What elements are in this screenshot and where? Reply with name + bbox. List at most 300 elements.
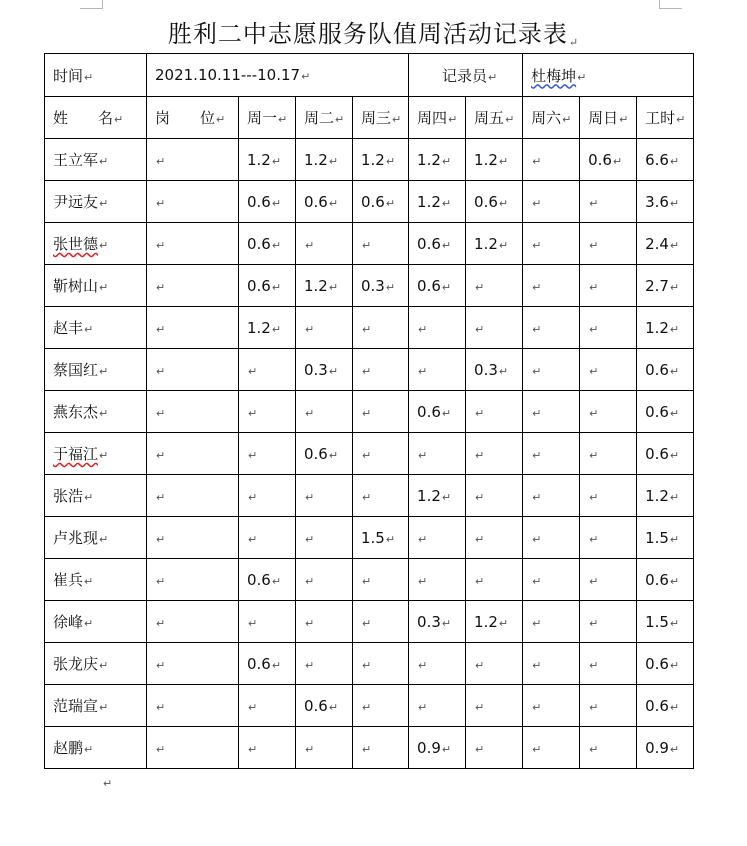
cell-thu[interactable] <box>409 685 466 727</box>
cell-sat[interactable] <box>523 685 580 727</box>
cell-post[interactable] <box>147 433 239 475</box>
cell-sun[interactable] <box>580 727 637 769</box>
cell-mon[interactable] <box>239 307 296 349</box>
paragraph-mark: ↵ <box>99 533 109 546</box>
cell-thu[interactable] <box>409 475 466 517</box>
cell-name[interactable] <box>45 559 147 601</box>
paragraph-mark: ↵ <box>305 322 315 336</box>
cell-name[interactable] <box>45 601 147 643</box>
cell-value: 0.6 <box>417 234 441 253</box>
cell-value: 1.2 <box>474 150 498 169</box>
cell-fri[interactable] <box>466 265 523 307</box>
cell-value: 2.4 <box>645 234 669 253</box>
paragraph-mark: ↵ <box>589 196 599 210</box>
table-row <box>45 559 694 601</box>
cell-tue[interactable] <box>296 643 353 685</box>
paragraph-mark: ↵ <box>99 155 109 168</box>
cell-value: 王立军 <box>53 151 99 169</box>
cell-thu[interactable] <box>409 643 466 685</box>
paragraph-mark: ↵ <box>156 238 166 252</box>
cell-mon[interactable] <box>239 181 296 223</box>
paragraph-mark: ↵ <box>362 574 372 588</box>
cell-tue[interactable] <box>296 559 353 601</box>
paragraph-mark: ↵ <box>475 574 485 588</box>
paragraph-mark: ↵ <box>305 532 315 546</box>
cell-sun[interactable] <box>580 391 637 433</box>
cell-value: 0.6 <box>645 570 669 589</box>
cell-value: 赵丰 <box>53 319 84 337</box>
paragraph-mark: ↵ <box>156 154 166 168</box>
paragraph-mark: ↵ <box>669 406 680 420</box>
paragraph-mark: ↵ <box>99 659 109 672</box>
paragraph-mark: ↵ <box>532 322 542 336</box>
paragraph-mark: ↵ <box>669 448 680 462</box>
paragraph-mark: ↵ <box>248 364 258 378</box>
cell-name[interactable] <box>45 349 147 391</box>
time-value-cell[interactable]: 2021.10.11---10.17↵ <box>147 54 409 97</box>
cell-value: 0.6 <box>417 276 441 295</box>
paragraph-mark: ↵ <box>498 238 509 252</box>
table-row <box>45 727 694 769</box>
header-tue[interactable]: 周二↵ <box>296 97 353 139</box>
cell-thu[interactable] <box>409 433 466 475</box>
cell-post[interactable] <box>147 139 239 181</box>
cell-wed[interactable] <box>353 433 409 475</box>
cell-mon[interactable] <box>239 139 296 181</box>
cell-hours[interactable] <box>637 433 694 475</box>
meta-row <box>45 54 694 97</box>
cell-sat[interactable] <box>523 139 580 181</box>
cell-tue[interactable] <box>296 475 353 517</box>
cell-fri[interactable] <box>466 307 523 349</box>
paragraph-mark: ↵ <box>271 322 282 336</box>
cell-mon[interactable] <box>239 391 296 433</box>
cell-sat[interactable] <box>523 181 580 223</box>
paragraph-mark: ↵ <box>99 365 109 378</box>
cell-sun[interactable] <box>580 685 637 727</box>
cell-tue[interactable] <box>296 727 353 769</box>
paragraph-mark: ↵ <box>532 490 542 504</box>
cell-sun[interactable] <box>580 181 637 223</box>
paragraph-mark: ↵ <box>441 280 452 294</box>
cell-hours[interactable] <box>637 559 694 601</box>
paragraph-mark: ↵ <box>589 448 599 462</box>
cell-name[interactable] <box>45 517 147 559</box>
paragraph-mark: ↵ <box>589 490 599 504</box>
cell-sat[interactable] <box>523 727 580 769</box>
cell-mon[interactable] <box>239 727 296 769</box>
cell-name[interactable] <box>45 643 147 685</box>
paragraph-mark: ↵ <box>612 154 623 168</box>
cell-tue[interactable] <box>296 265 353 307</box>
recorder-name-cell[interactable]: 杜梅坤↵ <box>523 54 694 97</box>
cell-wed[interactable] <box>353 139 409 181</box>
paragraph-mark: ↵ <box>248 448 258 462</box>
table-row <box>45 433 694 475</box>
cell-sat[interactable] <box>523 223 580 265</box>
table-row <box>45 223 694 265</box>
paragraph-mark: ↵ <box>669 322 680 336</box>
paragraph-mark: ↵ <box>441 742 452 756</box>
header-name[interactable]: 姓 名↵ <box>45 97 147 139</box>
paragraph-mark: ↵ <box>441 616 452 630</box>
cell-name[interactable] <box>45 139 147 181</box>
paragraph-mark: ↵ <box>271 658 282 672</box>
paragraph-mark: ↵ <box>669 658 680 672</box>
cell-mon[interactable] <box>239 685 296 727</box>
table-row <box>45 475 694 517</box>
cell-wed[interactable] <box>353 349 409 391</box>
cell-value: 蔡国红 <box>53 361 99 379</box>
paragraph-mark: ↵ <box>498 616 509 630</box>
cell-post[interactable] <box>147 517 239 559</box>
paragraph-mark: ↵ <box>84 491 94 504</box>
table-row <box>45 139 694 181</box>
cell-value: 0.6 <box>304 696 328 715</box>
paragraph-mark: ↵ <box>532 616 542 630</box>
cell-wed[interactable] <box>353 559 409 601</box>
cell-fri[interactable] <box>466 223 523 265</box>
paragraph-mark: ↵ <box>156 280 166 294</box>
cell-tue[interactable] <box>296 181 353 223</box>
cell-name[interactable] <box>45 181 147 223</box>
cell-sun[interactable] <box>580 601 637 643</box>
header-hours[interactable]: 工时↵ <box>637 97 694 139</box>
paragraph-mark: ↵ <box>418 532 428 546</box>
cell-hours[interactable] <box>637 391 694 433</box>
cell-tue[interactable] <box>296 391 353 433</box>
paragraph-mark: ↵ <box>418 700 428 714</box>
cell-sun[interactable] <box>580 517 637 559</box>
cell-thu[interactable] <box>409 265 466 307</box>
header-row <box>45 97 694 139</box>
paragraph-mark: ↵ <box>99 239 109 252</box>
header-sun[interactable]: 周日↵ <box>580 97 637 139</box>
cell-tue[interactable] <box>296 307 353 349</box>
cell-fri[interactable] <box>466 601 523 643</box>
cell-fri[interactable] <box>466 643 523 685</box>
cell-hours[interactable] <box>637 517 694 559</box>
cell-value: 0.6 <box>247 654 271 673</box>
cell-mon[interactable] <box>239 349 296 391</box>
cell-value: 0.9 <box>645 738 669 757</box>
cell-hours[interactable] <box>637 727 694 769</box>
paragraph-mark: ↵ <box>99 281 109 294</box>
cell-sat[interactable] <box>523 517 580 559</box>
cell-sat[interactable] <box>523 349 580 391</box>
paragraph-mark: ↵ <box>328 448 339 462</box>
cell-post[interactable] <box>147 643 239 685</box>
cell-mon[interactable] <box>239 601 296 643</box>
paragraph-mark: ↵ <box>271 238 282 252</box>
cell-value: 1.2 <box>417 486 441 505</box>
cell-mon[interactable] <box>239 433 296 475</box>
cell-thu[interactable] <box>409 223 466 265</box>
cell-post[interactable] <box>147 181 239 223</box>
paragraph-mark: ↵ <box>441 406 452 420</box>
paragraph-mark: ↵ <box>156 406 166 420</box>
cell-tue[interactable] <box>296 223 353 265</box>
recorder-label-cell[interactable]: 记录员↵ <box>409 54 523 97</box>
cell-hours[interactable] <box>637 685 694 727</box>
paragraph-mark: ↵ <box>498 196 509 210</box>
cell-post[interactable] <box>147 475 239 517</box>
paragraph-mark: ↵ <box>669 154 680 168</box>
cell-post[interactable] <box>147 685 239 727</box>
paragraph-mark: ↵ <box>362 658 372 672</box>
cell-fri[interactable] <box>466 517 523 559</box>
paragraph-mark: ↵ <box>589 574 599 588</box>
cell-wed[interactable] <box>353 265 409 307</box>
cell-thu[interactable] <box>409 517 466 559</box>
cell-sun[interactable] <box>580 307 637 349</box>
paragraph-mark: ↵ <box>669 742 680 756</box>
cell-fri[interactable] <box>466 559 523 601</box>
cell-thu[interactable] <box>409 349 466 391</box>
cell-thu[interactable] <box>409 559 466 601</box>
cell-wed[interactable] <box>353 643 409 685</box>
cell-value: 0.6 <box>645 654 669 673</box>
cell-mon[interactable] <box>239 643 296 685</box>
time-label-cell[interactable]: 时间↵ <box>45 54 147 97</box>
cell-value: 徐峰 <box>53 613 84 631</box>
cell-mon[interactable] <box>239 559 296 601</box>
cell-sun[interactable] <box>580 223 637 265</box>
cell-name[interactable] <box>45 727 147 769</box>
paragraph-mark: ↵ <box>532 238 542 252</box>
paragraph-mark: ↵ <box>248 616 258 630</box>
header-wed[interactable]: 周三↵ <box>353 97 409 139</box>
cell-name[interactable] <box>45 685 147 727</box>
cell-value: 于福江 <box>53 445 99 463</box>
cell-tue[interactable] <box>296 139 353 181</box>
cell-mon[interactable] <box>239 517 296 559</box>
header-mon[interactable]: 周一↵ <box>239 97 296 139</box>
paragraph-mark: ↵ <box>328 196 339 210</box>
cell-wed[interactable] <box>353 601 409 643</box>
cell-thu[interactable] <box>409 139 466 181</box>
paragraph-mark: ↵ <box>532 700 542 714</box>
paragraph-mark: ↵ <box>99 197 109 210</box>
cell-value: 0.6 <box>247 234 271 253</box>
document-title[interactable] <box>0 14 747 49</box>
cell-name[interactable] <box>45 433 147 475</box>
cell-value: 1.2 <box>361 150 385 169</box>
paragraph-mark: ↵ <box>156 616 166 630</box>
table-row <box>45 181 694 223</box>
paragraph-mark: ↵ <box>362 616 372 630</box>
paragraph-mark: ↵ <box>248 532 258 546</box>
header-post[interactable]: 岗 位↵ <box>147 97 239 139</box>
paragraph-mark: ↵ <box>441 154 452 168</box>
paragraph-mark: ↵ <box>156 532 166 546</box>
cell-value: 1.2 <box>645 318 669 337</box>
cell-thu[interactable] <box>409 391 466 433</box>
cell-name[interactable] <box>45 223 147 265</box>
cell-tue[interactable] <box>296 433 353 475</box>
cell-mon[interactable] <box>239 223 296 265</box>
cell-post[interactable] <box>147 559 239 601</box>
paragraph-mark: ↵ <box>589 364 599 378</box>
cell-sat[interactable] <box>523 475 580 517</box>
cell-sat[interactable] <box>523 433 580 475</box>
cell-name[interactable] <box>45 307 147 349</box>
cell-value: 1.2 <box>417 192 441 211</box>
paragraph-mark: ↵ <box>475 700 485 714</box>
paragraph-mark: ↵ <box>362 490 372 504</box>
header-fri[interactable]: 周五↵ <box>466 97 523 139</box>
paragraph-mark: ↵ <box>532 406 542 420</box>
cell-hours[interactable] <box>637 307 694 349</box>
cell-value: 0.6 <box>588 150 612 169</box>
paragraph-mark: ↵ <box>328 700 339 714</box>
cell-wed[interactable] <box>353 517 409 559</box>
cell-hours[interactable] <box>637 349 694 391</box>
paragraph-mark: ↵ <box>669 616 680 630</box>
cell-sun[interactable] <box>580 433 637 475</box>
cell-wed[interactable] <box>353 727 409 769</box>
cell-post[interactable] <box>147 601 239 643</box>
paragraph-mark: ↵ <box>418 448 428 462</box>
paragraph-mark: ↵ <box>99 449 109 462</box>
cell-sun[interactable] <box>580 643 637 685</box>
paragraph-mark: ↵ <box>669 280 680 294</box>
cell-tue[interactable] <box>296 685 353 727</box>
paragraph-mark: ↵ <box>418 574 428 588</box>
cell-fri[interactable] <box>466 349 523 391</box>
cell-value: 1.2 <box>247 150 271 169</box>
paragraph-mark: ↵ <box>441 490 452 504</box>
cell-sun[interactable] <box>580 559 637 601</box>
cell-name[interactable] <box>45 391 147 433</box>
cell-hours[interactable] <box>637 475 694 517</box>
paragraph-mark: ↵ <box>532 154 542 168</box>
cell-thu[interactable] <box>409 181 466 223</box>
cell-tue[interactable] <box>296 517 353 559</box>
cell-post[interactable] <box>147 727 239 769</box>
paragraph-mark: ↵ <box>156 700 166 714</box>
cell-value: 张浩 <box>53 487 84 505</box>
cell-tue[interactable] <box>296 601 353 643</box>
paragraph-mark: ↵ <box>475 322 485 336</box>
paragraph-mark: ↵ <box>532 532 542 546</box>
cell-hours[interactable] <box>637 181 694 223</box>
paragraph-mark: ↵ <box>475 448 485 462</box>
cell-mon[interactable] <box>239 265 296 307</box>
cell-mon[interactable] <box>239 475 296 517</box>
cell-fri[interactable] <box>466 475 523 517</box>
cell-name[interactable] <box>45 475 147 517</box>
cell-wed[interactable] <box>353 685 409 727</box>
paragraph-mark: ↵ <box>362 238 372 252</box>
cell-value: 0.6 <box>247 192 271 211</box>
cell-value: 靳树山 <box>53 277 99 295</box>
cell-post[interactable] <box>147 307 239 349</box>
cell-value: 0.3 <box>361 276 385 295</box>
cell-sun[interactable] <box>580 265 637 307</box>
cell-value: 0.6 <box>247 276 271 295</box>
cell-wed[interactable] <box>353 475 409 517</box>
cell-sat[interactable] <box>523 307 580 349</box>
paragraph-mark: ↵ <box>362 700 372 714</box>
cell-hours[interactable] <box>637 223 694 265</box>
cell-thu[interactable] <box>409 601 466 643</box>
cell-post[interactable] <box>147 349 239 391</box>
paragraph-mark: ↵ <box>589 280 599 294</box>
cell-sat[interactable] <box>523 559 580 601</box>
paragraph-mark: ↵ <box>156 448 166 462</box>
cell-hours[interactable] <box>637 601 694 643</box>
cell-hours[interactable] <box>637 265 694 307</box>
paragraph-mark: ↵ <box>305 238 315 252</box>
cell-sat[interactable] <box>523 643 580 685</box>
table-row <box>45 349 694 391</box>
cell-fri[interactable] <box>466 433 523 475</box>
paragraph-mark: ↵ <box>156 364 166 378</box>
paragraph-mark: ↵ <box>589 322 599 336</box>
cell-hours[interactable] <box>637 643 694 685</box>
cell-value: 赵鹏 <box>53 739 84 757</box>
paragraph-mark: ↵ <box>589 616 599 630</box>
paragraph-mark: ↵ <box>418 322 428 336</box>
paragraph-mark: ↵ <box>568 36 580 49</box>
cell-post[interactable] <box>147 391 239 433</box>
paragraph-mark: ↵ <box>589 238 599 252</box>
cell-fri[interactable] <box>466 181 523 223</box>
paragraph-mark: ↵ <box>328 280 339 294</box>
cell-sun[interactable] <box>580 349 637 391</box>
cell-wed[interactable] <box>353 391 409 433</box>
cell-post[interactable] <box>147 223 239 265</box>
cell-sun[interactable] <box>580 475 637 517</box>
cell-value: 0.9 <box>417 738 441 757</box>
cell-value: 6.6 <box>645 150 669 169</box>
cell-name[interactable] <box>45 265 147 307</box>
cell-fri[interactable] <box>466 391 523 433</box>
cell-value: 张龙庆 <box>53 655 99 673</box>
cell-sat[interactable] <box>523 265 580 307</box>
cell-fri[interactable] <box>466 139 523 181</box>
paragraph-mark: ↵ <box>362 448 372 462</box>
table-row <box>45 517 694 559</box>
cell-wed[interactable] <box>353 223 409 265</box>
paragraph-mark: ↵ <box>475 742 485 756</box>
paragraph-mark: ↵ <box>248 742 258 756</box>
table-row <box>45 391 694 433</box>
paragraph-mark: ↵ <box>271 154 282 168</box>
cell-wed[interactable] <box>353 181 409 223</box>
paragraph-mark: ↵ <box>589 742 599 756</box>
cell-value: 1.5 <box>645 612 669 631</box>
paragraph-mark: ↵ <box>532 742 542 756</box>
header-sat[interactable]: 周六↵ <box>523 97 580 139</box>
cell-wed[interactable] <box>353 307 409 349</box>
paragraph-mark: ↵ <box>271 574 282 588</box>
cell-tue[interactable] <box>296 349 353 391</box>
cell-sat[interactable] <box>523 391 580 433</box>
cell-sat[interactable] <box>523 601 580 643</box>
cell-hours[interactable] <box>637 139 694 181</box>
cell-fri[interactable] <box>466 727 523 769</box>
header-thu[interactable]: 周四↵ <box>409 97 466 139</box>
cell-sun[interactable] <box>580 139 637 181</box>
cell-thu[interactable] <box>409 727 466 769</box>
paragraph-mark: ↵ <box>84 575 94 588</box>
cell-post[interactable] <box>147 265 239 307</box>
cell-fri[interactable] <box>466 685 523 727</box>
cell-thu[interactable] <box>409 307 466 349</box>
paragraph-mark: ↵ <box>156 196 166 210</box>
